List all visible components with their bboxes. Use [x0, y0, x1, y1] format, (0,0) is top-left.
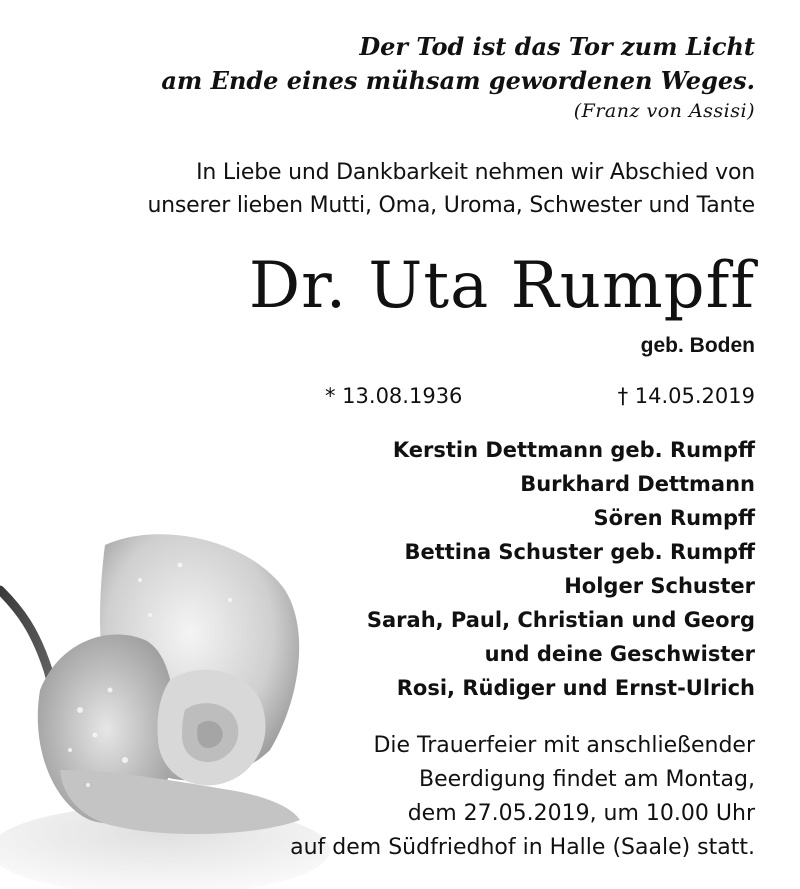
- quote-author: (Franz von Assisi): [573, 100, 755, 122]
- maiden-name: geb. Boden: [640, 334, 755, 357]
- service-line: Beerdigung findet am Montag,: [419, 767, 755, 792]
- quote-block: [161, 30, 755, 124]
- mourner-name: Burkhard Dettmann: [520, 472, 755, 496]
- service-line: auf dem Südfriedhof in Halle (Saale) statt.: [290, 835, 755, 860]
- mourners-list: [367, 433, 755, 705]
- deceased-name-block: [249, 248, 755, 324]
- rose-image: [0, 520, 330, 889]
- intro-line: unserer lieben Mutti, Oma, Uroma, Schwester und Tante: [147, 193, 755, 218]
- intro-block: [147, 156, 755, 222]
- service-info: [290, 729, 755, 865]
- birth-date: * 13.08.1936: [325, 384, 463, 408]
- deceased-name: Dr. Uta Rumpff: [248, 249, 755, 323]
- mourner-name: Sören Rumpff: [593, 506, 755, 530]
- mourner-name: Kerstin Dettmann geb. Rumpff: [392, 438, 755, 462]
- mourner-name: Bettina Schuster geb. Rumpff: [404, 540, 755, 564]
- mourner-name: Holger Schuster: [564, 574, 755, 598]
- service-line: dem 27.05.2019, um 10.00 Uhr: [407, 801, 755, 826]
- quote-line: am Ende eines mühsam gewordenen Weges.: [161, 66, 755, 95]
- life-dates: [325, 381, 755, 411]
- service-line: Die Trauerfeier mit anschließender: [373, 733, 755, 758]
- death-date: † 14.05.2019: [617, 384, 755, 408]
- mourner-name: und deine Geschwister: [484, 642, 755, 666]
- mourner-name: Rosi, Rüdiger und Ernst-Ulrich: [396, 676, 755, 700]
- mourner-name: Sarah, Paul, Christian und Georg: [366, 608, 755, 632]
- intro-line: In Liebe und Dankbarkeit nehmen wir Abschied von: [196, 160, 755, 185]
- quote-line: Der Tod ist das Tor zum Licht: [359, 32, 755, 61]
- maiden-name-block: [641, 332, 755, 360]
